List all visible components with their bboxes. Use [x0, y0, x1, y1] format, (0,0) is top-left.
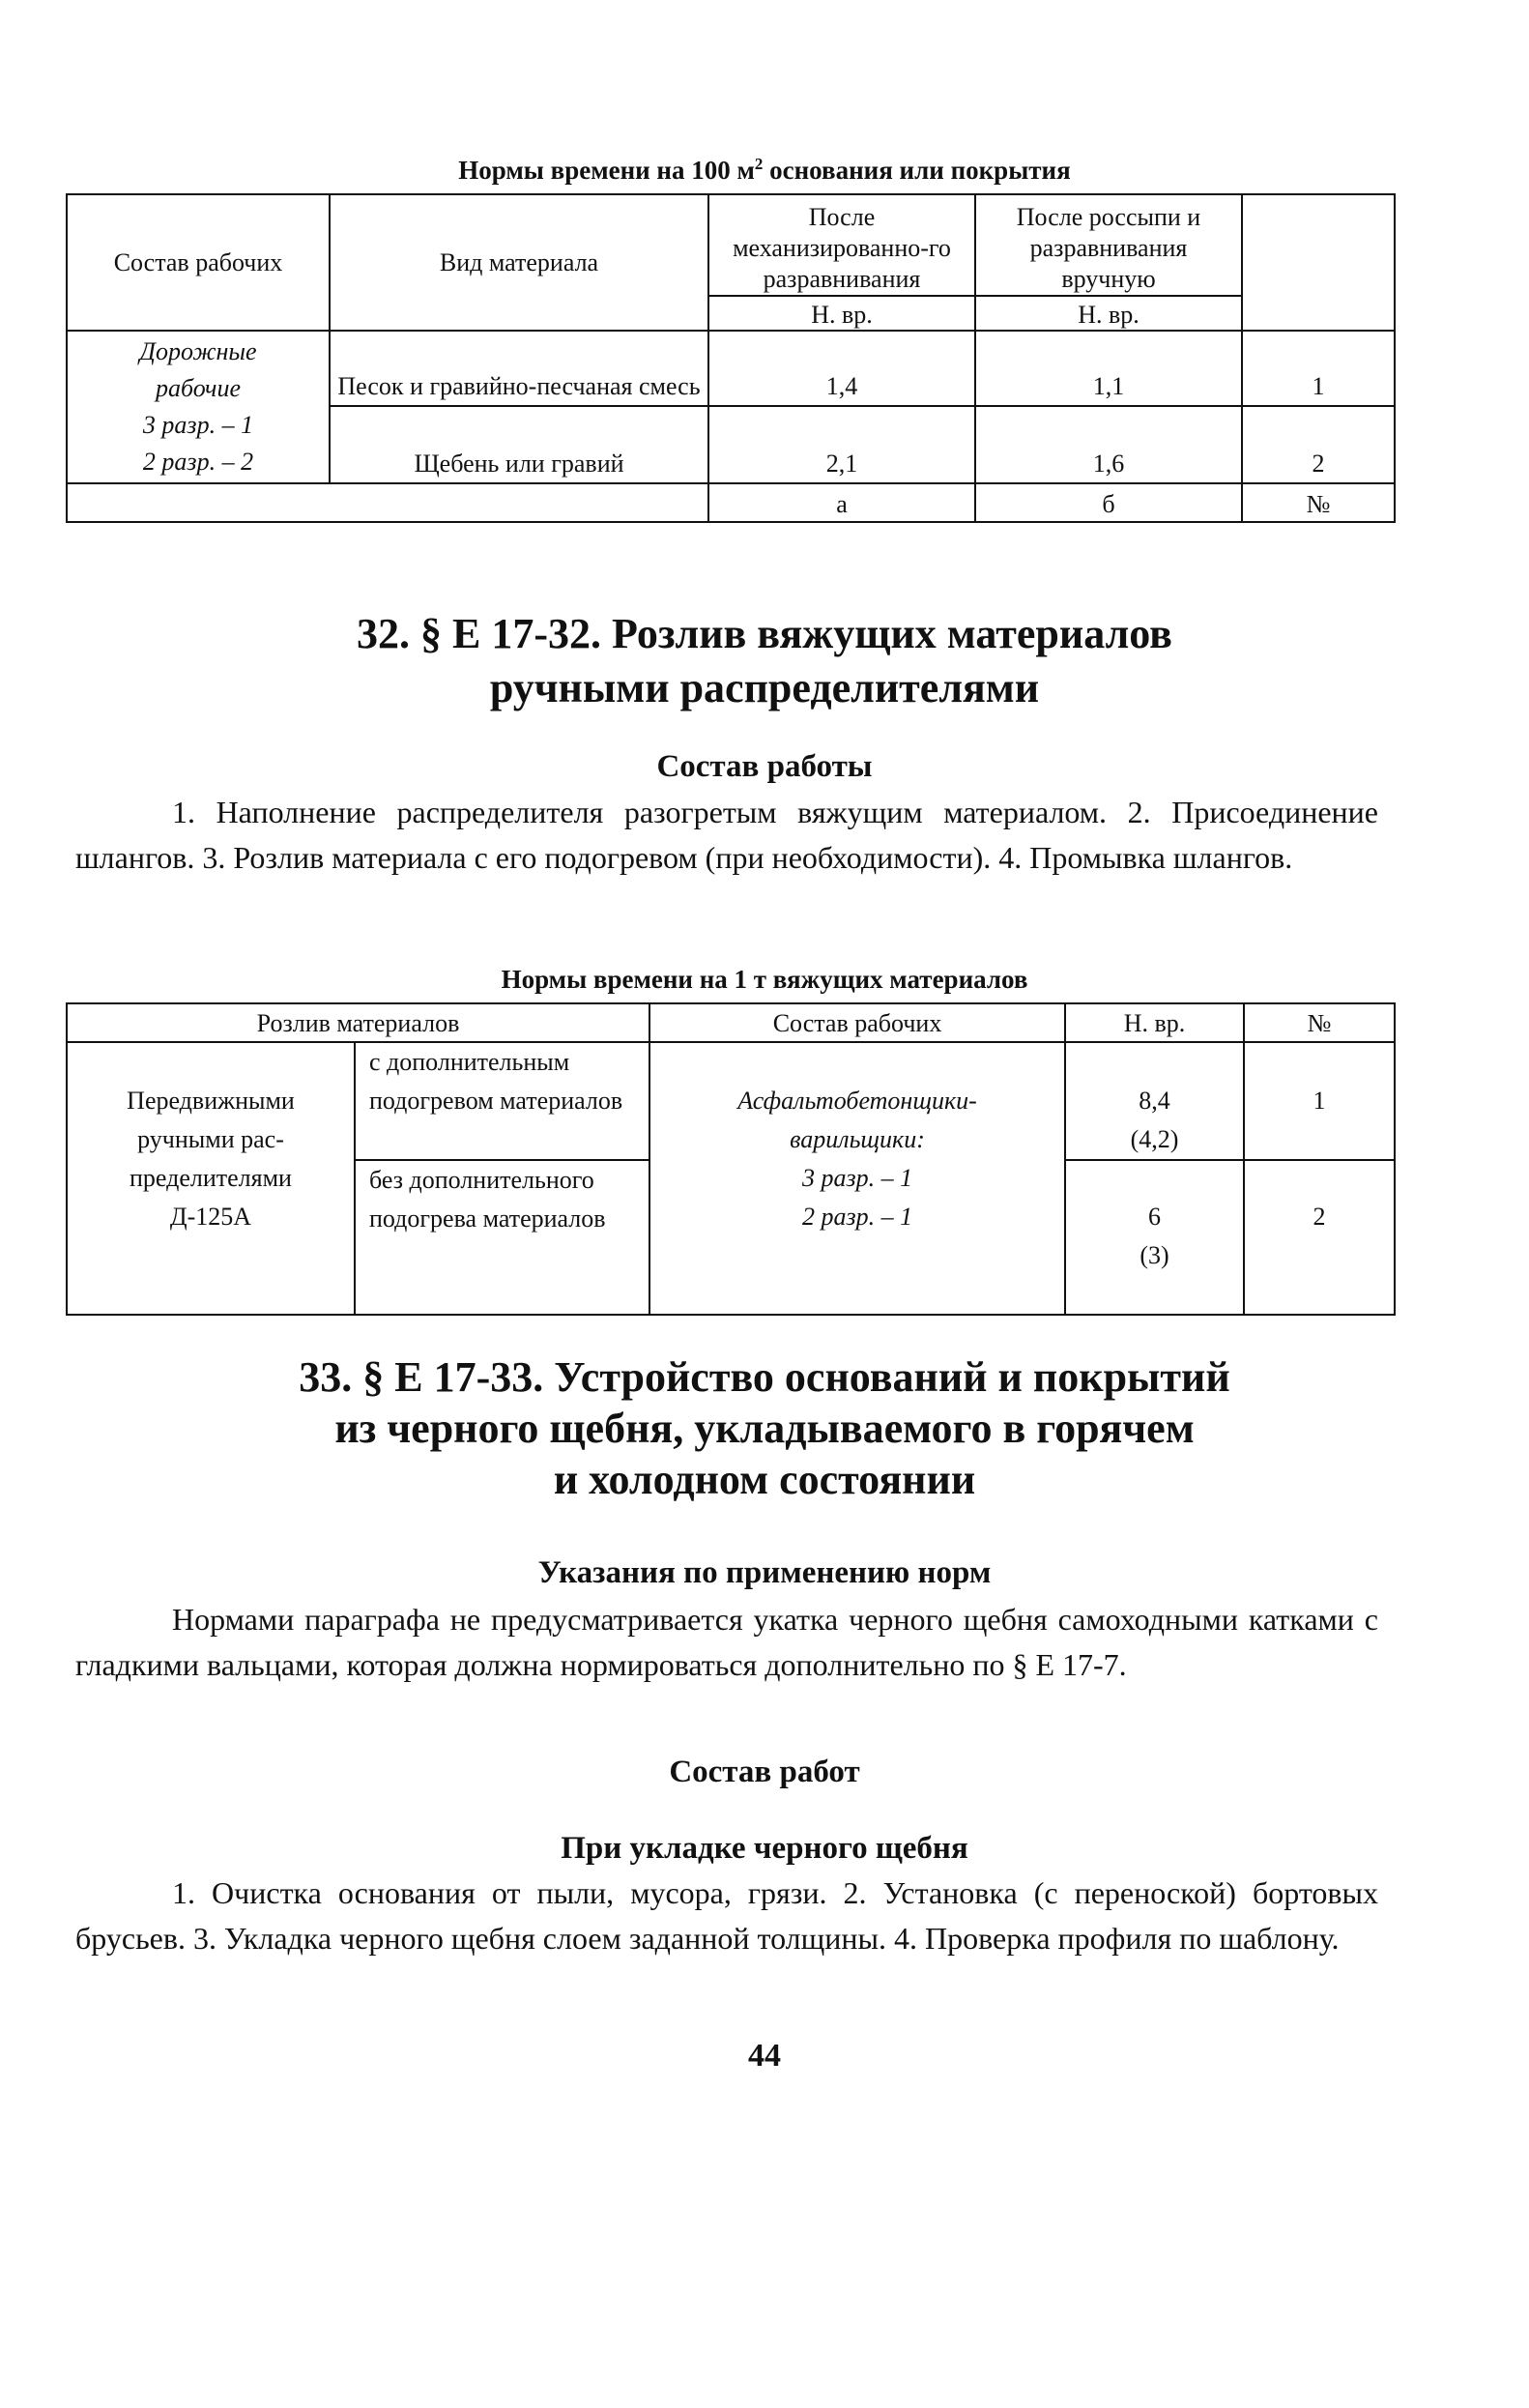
workers-cell — [649, 1042, 1065, 1315]
section-32-title-line1: 32. § Е 17-32. Розлив вяжущих материалов — [357, 610, 1172, 657]
workers-line: 3 разр. – 1 — [142, 411, 254, 439]
nvr-cell: 6 (3) — [1065, 1160, 1244, 1315]
value-cell: 2,1 — [708, 406, 975, 483]
table2-caption: Нормы времени на 1 т вяжущих материалов — [501, 965, 1028, 994]
footer-blank — [67, 483, 708, 522]
section-33-title-line1: 33. § Е 17-33. Устройство оснований и покрытий — [299, 1353, 1230, 1401]
row-number-cell: 2 — [1242, 406, 1395, 483]
value-cell: 1,6 — [975, 406, 1242, 483]
nvr-cell: 8,4 (4,2) — [1065, 1042, 1244, 1160]
footer-col-a: а — [708, 483, 975, 522]
section-32-subtitle: Состав работы — [656, 749, 873, 784]
row-number-cell: 1 — [1244, 1042, 1395, 1160]
header-blank — [1242, 194, 1395, 331]
workers-line: рабочие — [155, 374, 241, 402]
header-spill: Розлив материалов — [67, 1003, 649, 1042]
header-mechanized: После механизированно-го разравнивания — [708, 194, 975, 296]
workers-line: Дорожные — [139, 337, 257, 365]
table1-caption: Нормы времени на 100 $м^2$ основания или покрытия — [458, 155, 1071, 185]
device-cell: Передвижными ручными рас-пределителями Д-125А — [67, 1042, 355, 1315]
row-number-cell: 2 — [1244, 1160, 1395, 1315]
section-33-guidance-text: Нормами параграфа не предусматривается укатка черного щебня самоходными катками с гладкими вальцами, которая должна нормироваться дополнительно по § Е 17-7. — [75, 1602, 1378, 1682]
material-cell: Щебень или гравий — [330, 406, 708, 483]
time-norms-table-1 — [66, 193, 1396, 523]
section-33-laying-title: При укладке черного щебня — [561, 1831, 968, 1866]
header-nvr-a: Н. вр. — [708, 296, 975, 331]
header-nvr-b: Н. вр. — [975, 296, 1242, 331]
section-33-guidance-title: Указания по применению норм — [537, 1555, 992, 1590]
workers-line: 2 разр. – 2 — [142, 448, 254, 476]
section-33-works-title: Состав работ — [669, 1755, 860, 1789]
header-manual: После россыпи и разравнивания вручную — [975, 194, 1242, 296]
material-cell: Песок и гравийно-песчаная смесь — [330, 331, 708, 406]
row-number-cell: 1 — [1242, 331, 1395, 406]
header-number: № — [1244, 1003, 1395, 1042]
header-nvr: Н. вр. — [1065, 1003, 1244, 1042]
section-33-title-line2: из черного щебня, укладываемого в горячем — [334, 1405, 1195, 1452]
value-cell: 1,4 — [708, 331, 975, 406]
mode-cell: с дополнительным подогревом материалов — [355, 1042, 649, 1160]
value-cell: 1,1 — [975, 331, 1242, 406]
workers-line: Асфальтобетонщики- — [737, 1087, 977, 1115]
section-33-laying-text: 1. Очистка основания от пыли, мусора, грязи. 2. Установка (с переноской) бортовых брусьев. 3. Укладка черного щебня слоем заданной толщины. 4. Проверка профиля по шаблону. — [75, 1875, 1378, 1956]
superscript: 2 — [754, 155, 764, 173]
time-norms-table-2 — [66, 1002, 1396, 1316]
mode-cell: без дополнительного подогрева материалов — [355, 1160, 649, 1315]
workers-cell — [67, 331, 330, 483]
section-32-text: 1. Наполнение распределителя разогретым вяжущим материалом. 2. Присоединение шлангов. 3. Розлив материала с его подогревом (при необходимости). 4. Промывка шлангов. — [75, 795, 1378, 875]
header-material: Вид материала — [330, 194, 708, 331]
section-32-title-line2: ручными распределителями — [489, 664, 1040, 711]
footer-number: № — [1242, 483, 1395, 522]
footer-col-b: б — [975, 483, 1242, 522]
header-workers: Состав рабочих — [67, 194, 330, 331]
section-33-title-line3: и холодном состоянии — [553, 1456, 976, 1503]
header-workers: Состав рабочих — [649, 1003, 1065, 1042]
workers-line: варильщики: — [790, 1125, 925, 1153]
workers-line: 2 разр. – 1 — [801, 1203, 913, 1231]
workers-line: 3 разр. – 1 — [801, 1164, 913, 1192]
page-number: 44 — [748, 2038, 781, 2074]
